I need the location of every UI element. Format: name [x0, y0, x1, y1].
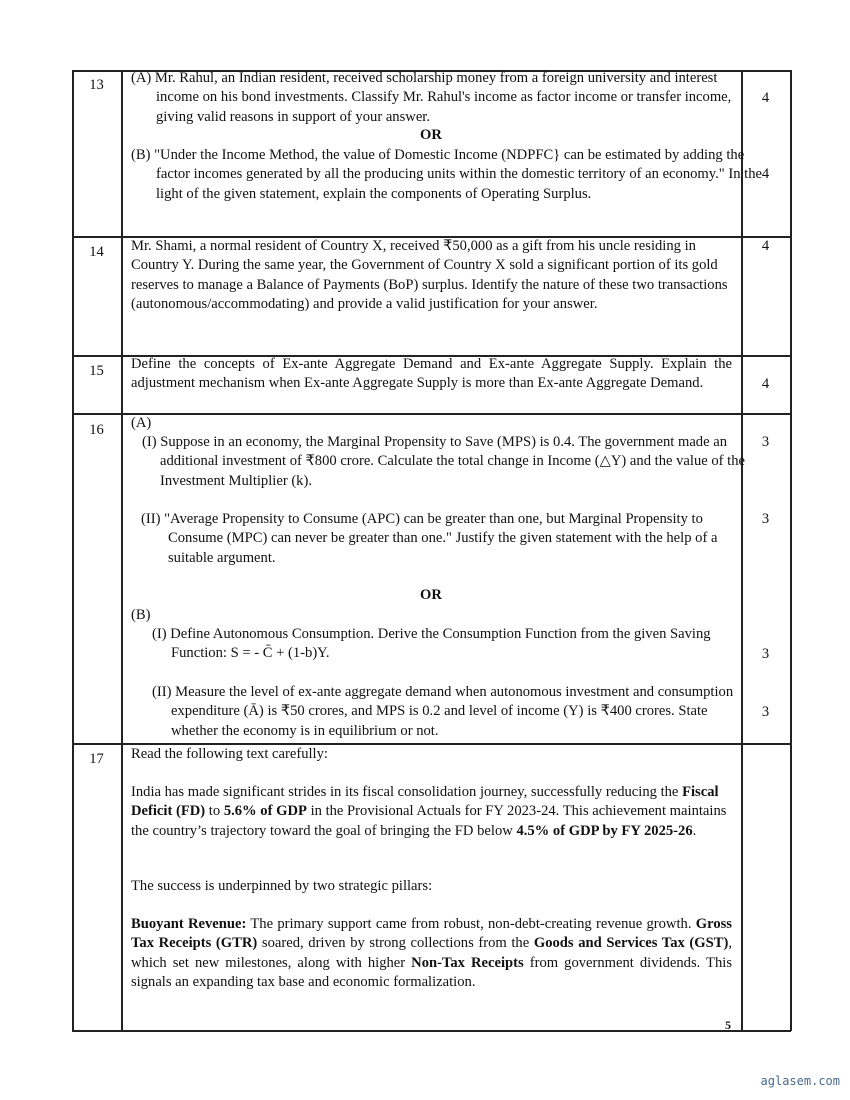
column-divider: [790, 70, 792, 1031]
question-15-text: Define the concepts of Ex-ante Aggregate Demand and Ex-ante Aggregate Supply. Explain the adjustment mechanism when Ex-ante Aggregate Supply is more than Ex-ante Aggregate Demand.: [131, 356, 732, 392]
marks: 3: [761, 646, 770, 662]
or-separator: OR: [420, 587, 442, 603]
marks: 3: [761, 704, 770, 720]
bold-text: Non-Tax Receipts: [411, 954, 524, 971]
question-14-text: Mr. Shami, a normal resident of Country X, received ₹50,000 as a gift from his uncle residing in Country Y. During the same year, the Government of Country X sold a significant portion of its gold reserves to manage a Balance of Payments (BoP) surplus. Identify the nature of these two transactions (autonomous/accommodating) and provide a valid justification for your answer.: [131, 238, 728, 312]
question-13b-text: (B) "Under the Income Method, the value of Domestic Income (NDPFC} can be estimated by adding the factor incomes generated by all the producing units within the domestic territory of an economy." In the light of the given statement, explain the components of Operating Surplus.: [131, 147, 763, 202]
question-13a-text: (A) Mr. Rahul, an Indian resident, received scholarship money from a foreign university and interest income on his bond investments. Classify Mr. Rahul's income as factor income or transfer income, giving valid reasons in support of your answer.: [131, 70, 732, 125]
option-b-label: (B): [131, 607, 151, 623]
or-separator: OR: [420, 127, 442, 143]
bold-text: 5.6% of GDP: [223, 803, 307, 820]
bold-text: 4.5% of GDP by FY 2025-26: [516, 822, 693, 839]
marks: 4: [761, 166, 770, 182]
question-16b-i-text: (I) Define Autonomous Consumption. Derive the Consumption Function from the given Saving Function: S = - C̄ + (1-b)Y.: [152, 626, 711, 662]
bold-text: Buoyant Revenue:: [131, 916, 247, 932]
marks: 4: [761, 238, 770, 254]
marks: 3: [761, 511, 770, 527]
passage-paragraph-3: [131, 915, 732, 992]
text: .: [692, 822, 697, 839]
bold-text: Goods and Services Tax (GST): [533, 935, 729, 952]
question-16a-i-text: (I) Suppose in an economy, the Marginal Propensity to Save (MPS) is 0.4. The government made an additional investment of ₹800 crore. Calculate the total change in Income (△Y) and the value of the Investment Multiplier (k).: [142, 434, 746, 489]
question-number: 13: [89, 77, 104, 93]
text: The primary support came from robust, non-debt-creating revenue growth.: [246, 916, 696, 932]
page-number: 5: [725, 1018, 731, 1032]
watermark: aglasem.com: [760, 1074, 840, 1088]
question-16a-ii-text: (II) "Average Propensity to Consume (APC) can be greater than one, but Marginal Propensity to Consume (MPC) can never be greater than one." Justify the given statement with the help of a suitable argument.: [141, 511, 718, 566]
passage-paragraph-2: The success is underpinned by two strategic pillars:: [131, 878, 433, 894]
text: , which set new milestones, along with higher: [131, 935, 732, 971]
column-divider: [121, 70, 123, 1031]
column-divider: [72, 70, 74, 1031]
text: India has made significant strides in its fiscal consolidation journey, successfully reducing the: [131, 784, 683, 800]
question-number: 16: [89, 422, 104, 438]
bold-text: Gross Tax Receipts (GTR): [131, 916, 732, 952]
question-16b-ii-text: (II) Measure the level of ex-ante aggregate demand when autonomous investment and consumption expenditure (Ā) is ₹50 crores, and MPS is 0.2 and level of income (Y) is ₹400 crores. State whether the economy is in equilibrium or not.: [152, 684, 734, 739]
question-number: 15: [89, 363, 104, 379]
text: from government dividends. This signals an expanding tax base and economic formalization.: [131, 954, 733, 990]
option-a-label: (A): [131, 415, 152, 431]
text: to: [205, 803, 224, 820]
column-divider: [741, 70, 743, 1031]
row-divider: [72, 413, 791, 415]
text: soared, driven by strong collections from the: [257, 935, 534, 952]
table-border: [72, 1030, 791, 1032]
marks: 4: [761, 376, 770, 392]
question-number: 14: [89, 244, 104, 260]
passage-paragraph-1: [131, 783, 732, 841]
bold-text: Fiscal Deficit (FD): [131, 784, 719, 820]
text: in the Provisional Actuals for FY 2023-24. This achievement maintains the country’s trajectory toward the goal of bringing the FD below: [131, 803, 727, 839]
marks: 3: [761, 434, 770, 450]
marks: 4: [761, 90, 770, 106]
question-number: 17: [89, 751, 104, 767]
passage-intro: Read the following text carefully:: [131, 746, 328, 762]
